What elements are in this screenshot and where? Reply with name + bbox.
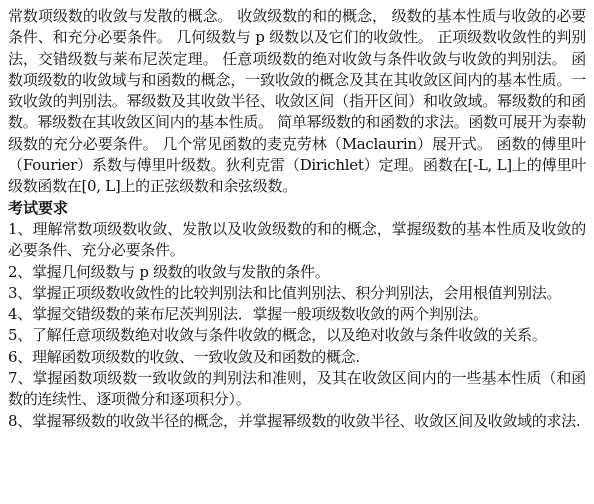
requirement-item: 4、掌握交错级数的莱布尼茨判别法．掌握一般项级数收敛的两个判别法。: [8, 305, 488, 324]
requirement-item: 7、掌握函数项级数一致收敛的判别法和准则，及其在收敛区间内的一些基本性质（和函数的连续性、逐项微分和逐项积分）。: [8, 369, 586, 409]
syllabus-content-paragraph: 常数项级数的收敛与发散的概念。 收敛级数的和的概念， 级数的基本性质与收敛的必要条件、和充分必要条件。 几何级数与 p 级数以及它们的收敛性。 正项级数收敛性的判别法，交错级数与莱布尼茨定理。 任意项级数的绝对收敛与条件收敛与收敛的判别法。 函数项级数的收敛域与和函数的概念，一致收敛的概念及其在其收敛区间内的基本性质。一致收敛的判别法。幂级数及其收敛半径、收敛区间（指开区间）和收敛域。幂级数的和函数。幂级数在其收敛区间内的基本性质。 简单幂级数的和函数的求法。函数可展开为泰勒级数的充分必要条件。 几个常见函数的麦克劳林（Maclaurin）展开式。 函数的傅里叶（Fourier）系数与傅里叶级数。狄利克雷（Dirichlet）定理。函数在[-L, L]上的傅里叶级数函数在[0, L]上的正弦级数和余弦级数。: [8, 7, 586, 196]
requirement-item: 8、掌握幂级数的收敛半径的概念，并掌握幂级数的收敛半径、收敛区间及收敛域的求法.: [8, 411, 581, 430]
requirement-item: 2、掌握几何级数与 p 级数的收敛与发散的条件。: [8, 262, 330, 281]
requirement-item: 1、理解常数项级数收敛、发散以及收敛级数的和的概念，掌握级数的基本性质及收敛的必要条件、充分必要条件。: [8, 219, 586, 260]
requirement-item: 5、了解任意项级数绝对收敛与条件收敛的概念，以及绝对收敛与条件收敛的关系。: [8, 326, 547, 345]
requirement-item: 3、掌握正项级数收敛性的比较判别法和比值判别法、积分判别法，会用根值判别法。: [8, 283, 562, 302]
document-page: [8, 6, 586, 432]
exam-requirements-list: [8, 219, 586, 432]
exam-requirements-heading: 考试要求: [8, 198, 69, 217]
requirement-item: 6、理解函数项级数的收敛、一致收敛及和函数的概念.: [8, 347, 360, 366]
